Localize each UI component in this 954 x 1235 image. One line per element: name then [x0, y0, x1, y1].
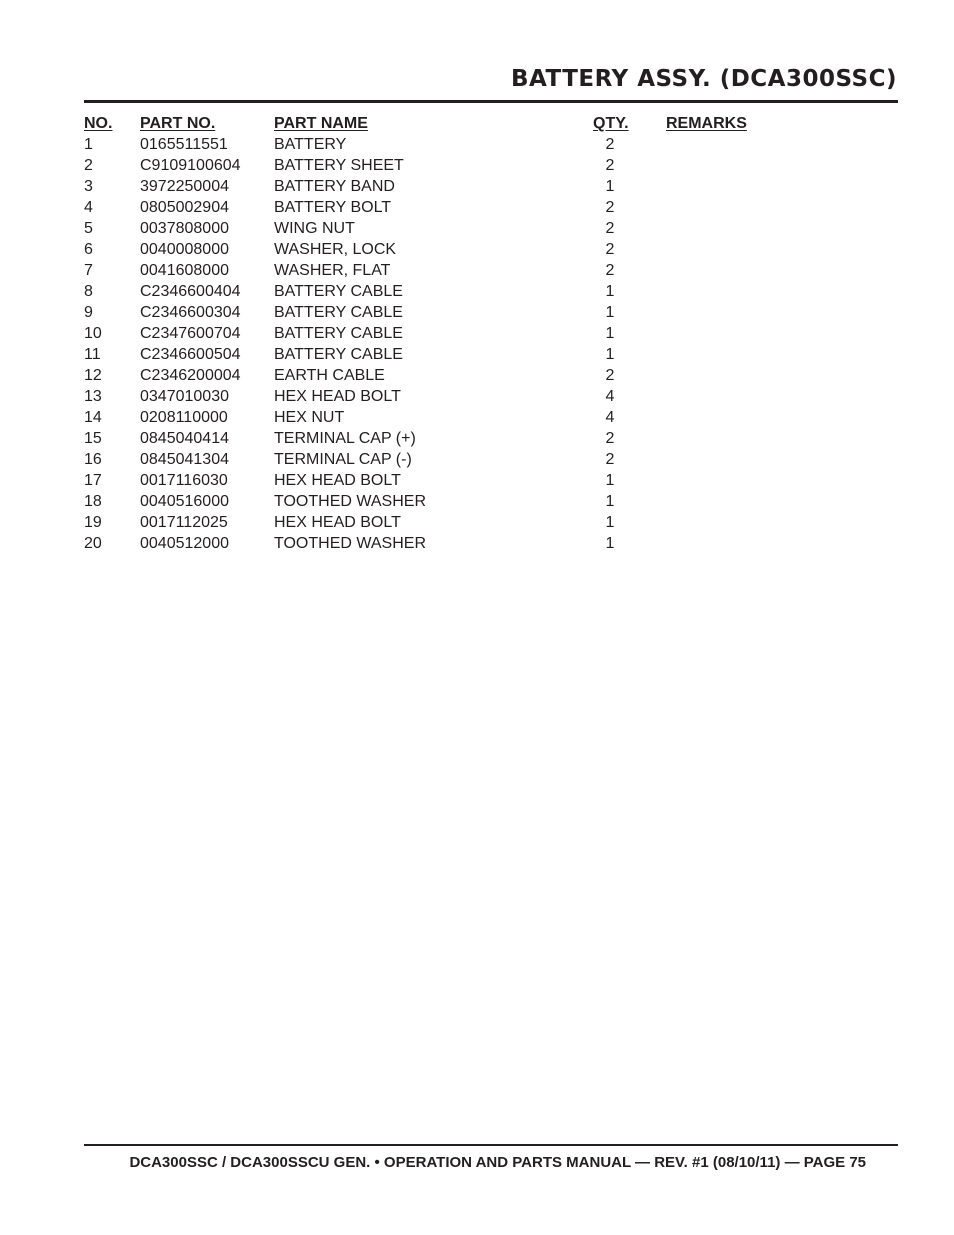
table-row: [84, 176, 784, 197]
cell-no: 16: [84, 451, 102, 468]
cell-qty: 4: [605, 388, 615, 405]
cell-part-name: BATTERY CABLE: [274, 283, 403, 300]
cell-part-no: 0041608000: [140, 262, 229, 279]
cell-part-no: 0347010030: [140, 388, 229, 405]
cell-part-no: 0165511551: [140, 136, 228, 153]
cell-part-name: BATTERY CABLE: [274, 346, 403, 363]
table-header-row: [84, 113, 784, 134]
cell-qty: 2: [605, 451, 615, 468]
cell-part-name: HEX HEAD BOLT: [274, 388, 401, 405]
cell-part-no: C9109100604: [140, 157, 241, 174]
cell-qty: 2: [605, 367, 615, 384]
column-header-part-no: PART NO.: [140, 115, 216, 132]
cell-qty: 1: [605, 535, 615, 552]
footer-divider: [84, 1144, 898, 1146]
cell-no: 19: [84, 514, 102, 531]
cell-no: 6: [84, 241, 93, 258]
table-row: [84, 323, 784, 344]
cell-qty: 1: [605, 493, 615, 510]
cell-part-no: 0017116030: [140, 472, 228, 489]
table-row: [84, 281, 784, 302]
table-row: [84, 155, 784, 176]
cell-qty: 1: [605, 346, 615, 363]
cell-part-no: 0040512000: [140, 535, 229, 552]
table-row: [84, 344, 784, 365]
cell-qty: 1: [605, 472, 615, 489]
parts-table: [84, 113, 784, 554]
cell-part-name: WING NUT: [274, 220, 355, 237]
cell-qty: 2: [605, 199, 615, 216]
cell-no: 18: [84, 493, 102, 510]
cell-part-name: WASHER, LOCK: [274, 241, 397, 258]
cell-no: 12: [84, 367, 102, 384]
cell-part-name: HEX HEAD BOLT: [274, 472, 401, 489]
cell-qty: 1: [605, 178, 615, 195]
cell-qty: 2: [605, 262, 615, 279]
table-row: [84, 407, 784, 428]
table-row: [84, 260, 784, 281]
cell-part-no: 0040516000: [140, 493, 229, 510]
cell-part-name: BATTERY BOLT: [274, 199, 392, 216]
cell-no: 10: [84, 325, 102, 342]
table-row: [84, 512, 784, 533]
cell-part-name: BATTERY CABLE: [274, 304, 403, 321]
cell-qty: 1: [605, 325, 615, 342]
cell-no: 15: [84, 430, 102, 447]
cell-part-no: 3972250004: [140, 178, 229, 195]
cell-no: 9: [84, 304, 93, 321]
cell-qty: 2: [605, 220, 615, 237]
cell-no: 11: [84, 346, 101, 363]
cell-qty: 1: [605, 283, 615, 300]
cell-part-no: 0017112025: [140, 514, 228, 531]
cell-part-no: C2346600304: [140, 304, 241, 321]
table-row: [84, 491, 784, 512]
cell-no: 14: [84, 409, 102, 426]
title-divider: [84, 100, 898, 103]
cell-no: 20: [84, 535, 102, 552]
cell-part-no: C2347600704: [140, 325, 241, 342]
cell-part-no: 0040008000: [140, 241, 229, 258]
cell-part-name: EARTH CABLE: [274, 367, 385, 384]
cell-part-no: C2346600504: [140, 346, 241, 363]
table-row: [84, 449, 784, 470]
cell-no: 13: [84, 388, 102, 405]
table-row: [84, 533, 784, 554]
table-row: [84, 428, 784, 449]
cell-part-no: C2346200004: [140, 367, 241, 384]
cell-part-name: TERMINAL CAP (-): [274, 451, 412, 468]
cell-no: 17: [84, 472, 102, 489]
table-row: [84, 134, 784, 155]
cell-part-no: 0037808000: [140, 220, 229, 237]
cell-part-name: TOOTHED WASHER: [274, 535, 427, 552]
table-row: [84, 197, 784, 218]
table-row: [84, 239, 784, 260]
cell-no: 2: [84, 157, 93, 174]
cell-part-name: HEX NUT: [274, 409, 345, 426]
cell-qty: 2: [605, 136, 615, 153]
table-row: [84, 386, 784, 407]
cell-no: 4: [84, 199, 93, 216]
cell-part-no: C2346600404: [140, 283, 241, 300]
cell-qty: 2: [605, 157, 615, 174]
cell-qty: 2: [605, 430, 615, 447]
cell-part-name: TERMINAL CAP (+): [274, 430, 416, 447]
cell-part-name: BATTERY BAND: [274, 178, 395, 195]
table-row: [84, 365, 784, 386]
page-title: BATTERY ASSY. (DCA300SSC): [510, 66, 897, 92]
cell-part-no: 0208110000: [140, 409, 228, 426]
cell-qty: 1: [605, 514, 615, 531]
cell-part-name: WASHER, FLAT: [274, 262, 391, 279]
column-header-remarks: REMARKS: [666, 115, 747, 132]
page-footer: DCA300SSC / DCA300SSCU GEN. • OPERATION AND PARTS MANUAL — REV. #1 (08/10/11) — PAGE 75: [129, 1154, 866, 1171]
column-header-qty: QTY.: [593, 115, 629, 132]
table-row: [84, 470, 784, 491]
cell-no: 5: [84, 220, 93, 237]
cell-no: 3: [84, 178, 93, 195]
column-header-no: NO.: [84, 115, 113, 132]
cell-part-no: 0845040414: [140, 430, 229, 447]
cell-no: 8: [84, 283, 93, 300]
cell-qty: 4: [605, 409, 615, 426]
column-header-part-name: PART NAME: [274, 115, 368, 132]
cell-no: 7: [84, 262, 93, 279]
cell-no: 1: [84, 136, 93, 153]
cell-qty: 2: [605, 241, 615, 258]
cell-part-no: 0805002904: [140, 199, 229, 216]
cell-part-name: BATTERY SHEET: [274, 157, 404, 174]
cell-part-name: BATTERY CABLE: [274, 325, 403, 342]
table-row: [84, 218, 784, 239]
cell-part-name: BATTERY: [274, 136, 347, 153]
cell-part-name: TOOTHED WASHER: [274, 493, 427, 510]
table-row: [84, 302, 784, 323]
cell-part-name: HEX HEAD BOLT: [274, 514, 401, 531]
cell-part-no: 0845041304: [140, 451, 229, 468]
cell-qty: 1: [605, 304, 615, 321]
